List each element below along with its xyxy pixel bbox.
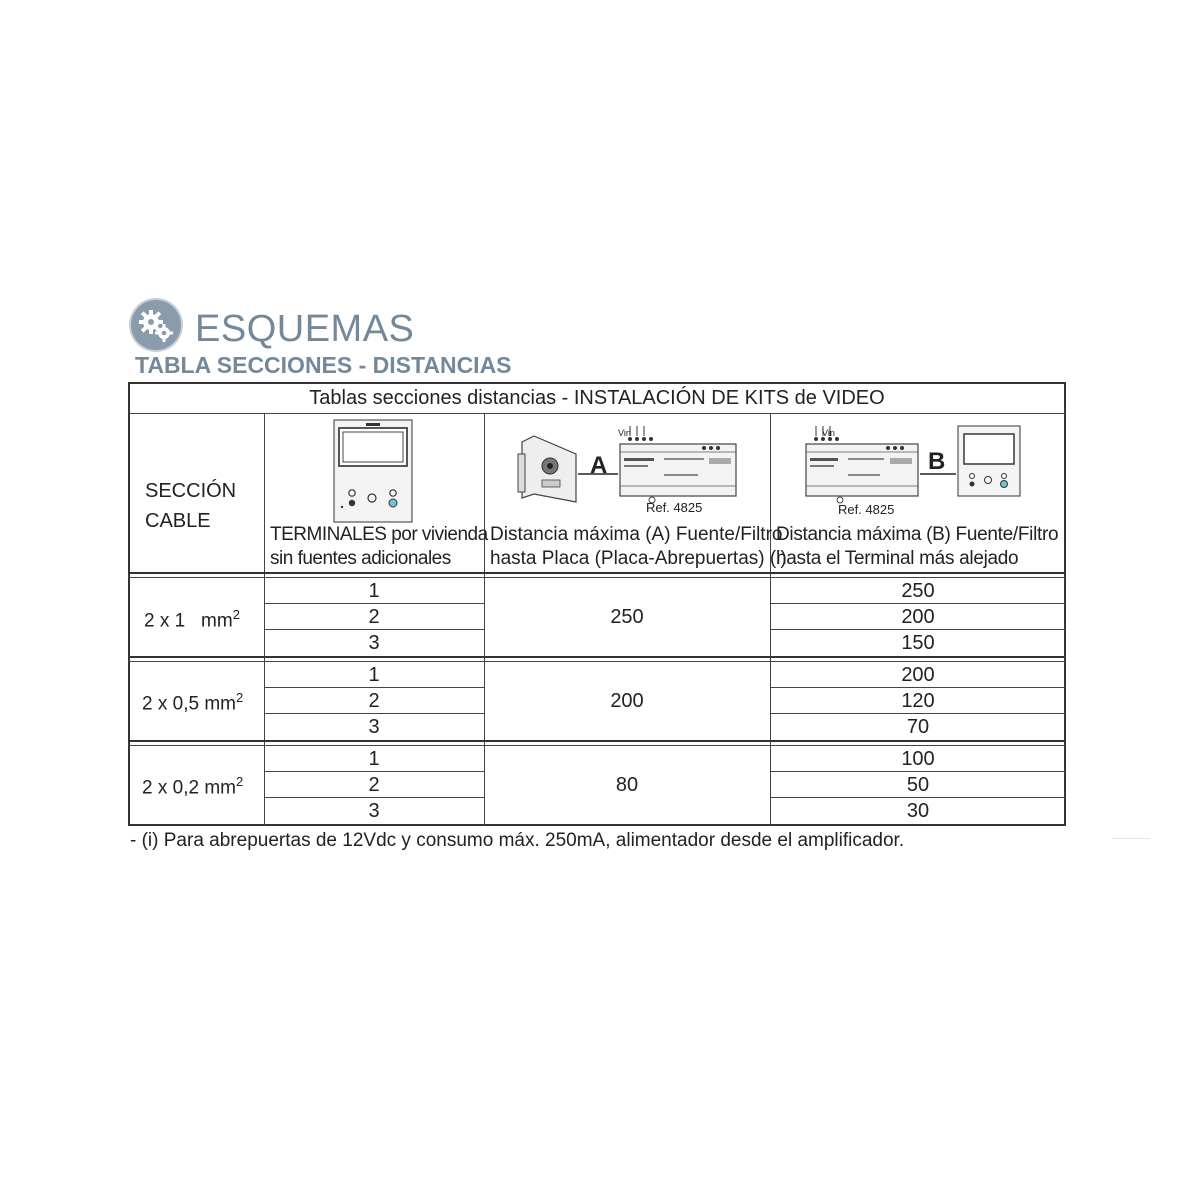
header-distance-a bbox=[490, 523, 787, 571]
gears-icon bbox=[131, 300, 181, 350]
divider bbox=[770, 771, 1066, 772]
header-terminals-line1: TERMINALES por vivienda bbox=[270, 524, 488, 545]
divider bbox=[128, 745, 1066, 746]
header-dist-b-line2: hasta el Terminal más alejado bbox=[776, 548, 1019, 569]
section-value: 2 x 0,2 bbox=[142, 777, 200, 799]
section-value: 2 x 1 bbox=[144, 610, 186, 632]
terminals-cell: 3 bbox=[368, 800, 380, 822]
distance-a-cell: 80 bbox=[615, 774, 639, 796]
vin-label-a: Vin bbox=[618, 428, 631, 438]
section-unit: mm bbox=[204, 777, 236, 799]
header-terminals-line2: sin fuentes adicionales bbox=[270, 548, 451, 569]
distance-b-cell: 100 bbox=[901, 748, 935, 770]
divider bbox=[264, 603, 484, 604]
divider bbox=[770, 629, 1066, 630]
divider bbox=[770, 687, 1066, 688]
distance-b-cell: 200 bbox=[901, 606, 935, 628]
distance-a-cell: 200 bbox=[610, 690, 644, 712]
marker-a: A bbox=[590, 452, 608, 479]
section-label bbox=[144, 607, 240, 632]
section-exp: 2 bbox=[235, 774, 244, 789]
divider bbox=[264, 797, 484, 798]
section-label bbox=[142, 774, 243, 799]
table-caption: Tablas secciones distancias - INSTALACIÓN DE KITS de VIDEO bbox=[309, 387, 885, 409]
terminals-cell: 2 bbox=[368, 606, 380, 628]
header-section-cable bbox=[145, 476, 236, 536]
sections-distances-table bbox=[128, 382, 1066, 826]
header-distance-b bbox=[776, 523, 1058, 571]
divider bbox=[770, 603, 1066, 604]
divider bbox=[128, 656, 1066, 658]
terminals-cell: 3 bbox=[368, 632, 380, 654]
footnote: - (i) Para abrepuertas de 12Vdc y consumo máx. 250mA, alimentador desde el amplificador. bbox=[130, 830, 905, 851]
page-subtitle: TABLA SECCIONES - DISTANCIAS bbox=[135, 352, 512, 378]
header-dist-b-line1: Distancia máxima (B) Fuente/Filtro bbox=[776, 524, 1059, 545]
divider bbox=[128, 661, 1066, 662]
divider bbox=[128, 413, 1066, 414]
decorative-line bbox=[1112, 838, 1150, 839]
divider bbox=[770, 797, 1066, 798]
distance-b-cell: 250 bbox=[901, 580, 935, 602]
terminals-cell: 1 bbox=[368, 748, 380, 770]
section-label bbox=[142, 690, 243, 715]
ref-label-b: Ref. 4825 bbox=[838, 502, 895, 517]
terminals-cell: 1 bbox=[368, 580, 380, 602]
section-value: 2 x 0,5 bbox=[142, 693, 200, 715]
distance-b-cell: 70 bbox=[906, 716, 930, 738]
monitor-illustration bbox=[333, 419, 415, 525]
page-title: ESQUEMAS bbox=[195, 308, 415, 350]
section-unit: mm bbox=[201, 610, 233, 632]
terminals-cell: 2 bbox=[368, 690, 380, 712]
distance-b-cell: 200 bbox=[901, 664, 935, 686]
divider bbox=[264, 771, 484, 772]
divider bbox=[264, 713, 484, 714]
divider bbox=[770, 713, 1066, 714]
distance-b-cell: 120 bbox=[901, 690, 935, 712]
header-dist-a-line2: hasta Placa (Placa-Abrepuertas) (i) bbox=[490, 548, 787, 569]
distance-b-cell: 50 bbox=[906, 774, 930, 796]
divider bbox=[128, 577, 1066, 578]
terminals-cell: 2 bbox=[368, 774, 380, 796]
divider bbox=[128, 572, 1066, 574]
header-section-line1: SECCIÓN bbox=[145, 480, 237, 502]
terminals-cell: 3 bbox=[368, 716, 380, 738]
divider bbox=[128, 740, 1066, 742]
ref-label-a: Ref. 4825 bbox=[646, 500, 703, 515]
distance-b-cell: 30 bbox=[906, 800, 930, 822]
header-terminals bbox=[270, 523, 488, 571]
terminals-cell: 1 bbox=[368, 664, 380, 686]
section-unit: mm bbox=[204, 693, 236, 715]
distance-b-cell: 150 bbox=[901, 632, 935, 654]
section-exp: 2 bbox=[235, 690, 244, 705]
marker-b: B bbox=[928, 448, 946, 475]
header-dist-a-line1: Distancia máxima (A) Fuente/Filtro bbox=[490, 524, 783, 545]
divider bbox=[264, 687, 484, 688]
distance-a-cell: 250 bbox=[610, 606, 644, 628]
divider bbox=[264, 629, 484, 630]
header-section-line2: CABLE bbox=[145, 510, 211, 532]
section-exp: 2 bbox=[232, 607, 240, 622]
vin-label-b: Vin bbox=[822, 428, 835, 438]
